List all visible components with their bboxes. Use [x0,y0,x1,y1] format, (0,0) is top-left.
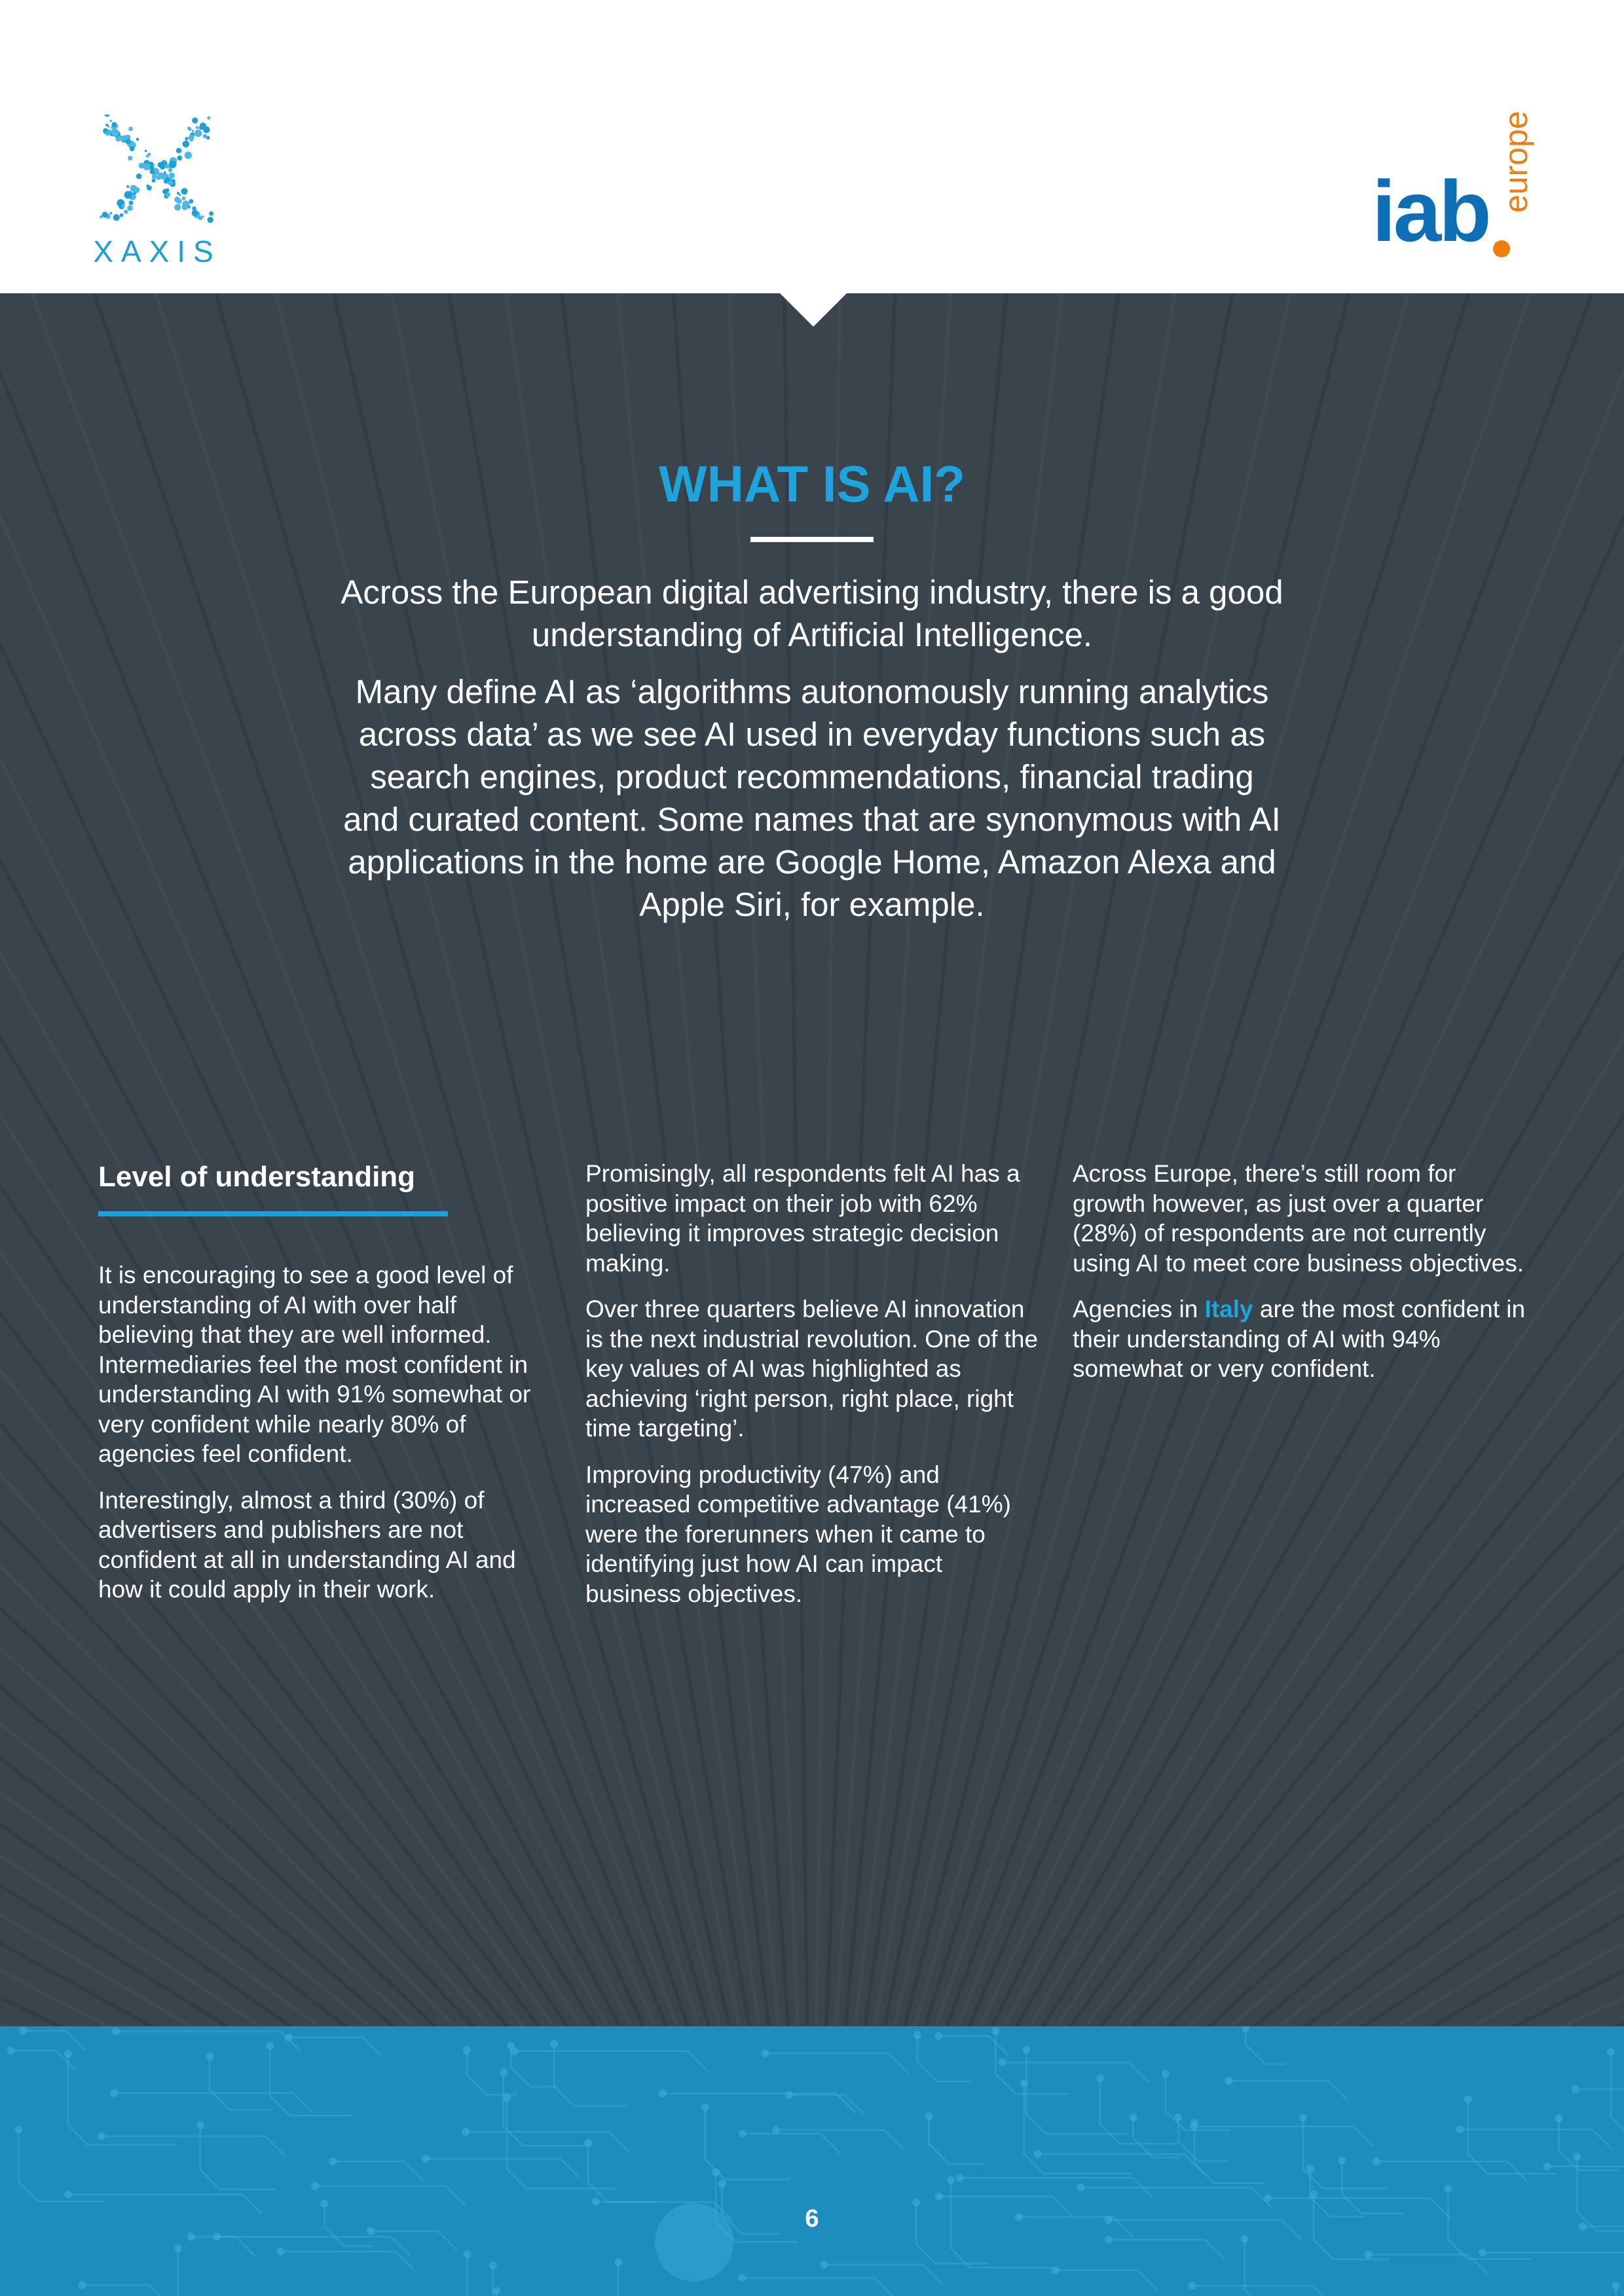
xaxis-logo [92,115,223,268]
iab-europe-logo [1369,111,1534,265]
column-3-paragraph-2 [1073,1294,1531,1384]
column-3-paragraph-1: Across Europe, there’s still room for growth however, as just over a quarter (28%) of respondents are not currently using AI to meet core business objectives. [1073,1160,1524,1277]
footer-band [0,2026,1624,2296]
column-3 [1073,1159,1531,1400]
xaxis-dots-icon [98,115,216,229]
iab-logo-text: iab [1372,163,1489,259]
highlight-italy: Italy [1204,1296,1253,1322]
page-number: 6 [805,2205,819,2232]
circuit-board-background [0,2026,1624,2296]
column-2-paragraph-3: Improving productivity (47%) and increased competitive advantage (41%) were the forerunners when it came to identifying just how AI can impact business objectives. [585,1461,1011,1607]
intro-paragraph-1: Across the European digital advertising industry, there is a good understanding of Artificial Intelligence. [341,574,1283,653]
intro-paragraph-2: Many define AI as ‘algorithms autonomously running analytics across data’ as we see AI used in everyday functions such as search engines, product recommendations, financial trading and curated content. Some names that are synonymous with AI applications in the home are Google Home, Amazon Alexa and Apple Siri, for example. [343,673,1281,923]
header-notch-pointer [779,293,847,327]
iab-logo-subtext: europe [1498,111,1534,213]
column-1-paragraph-2: Interestingly, almost a third (30%) of advertisers and publishers are not confident at all in understanding AI and how it could apply in their work. [98,1486,516,1603]
column-3-text-after: are the most confident in their understanding of AI with 94% somewhat or very confident. [1073,1296,1526,1382]
column-level-of-understanding [98,1159,557,1621]
section-heading-underline [98,1211,448,1216]
section-heading: Level of understanding [98,1161,416,1193]
xaxis-logo-text: XAXIS [93,234,221,268]
iab-orange-dot-icon [1493,240,1510,257]
title-divider [750,537,874,542]
page-header [0,0,1624,293]
column-2-paragraph-2: Over three quarters believe AI innovation is the next industrial revolution. One of the key values of AI was highlighted as achieving ‘right person, right place, right time targeting’. [585,1296,1039,1442]
column-2 [585,1159,1044,1625]
intro-section [262,571,1362,940]
column-1-paragraph-1: It is encouraging to see a good level of understanding of AI with over half believing that they are well informed. Intermediaries feel the most confident in understanding AI with 91% somewhat or very confident while nearly 80% of agencies feel confident. [98,1262,531,1467]
column-2-paragraph-1: Promisingly, all respondents felt AI has a positive impact on their job with 62% believing it improves strategic decision making. [585,1160,1020,1277]
column-3-text-before: Agencies in [1073,1296,1205,1322]
page-title: WHAT IS AI? [659,455,965,513]
